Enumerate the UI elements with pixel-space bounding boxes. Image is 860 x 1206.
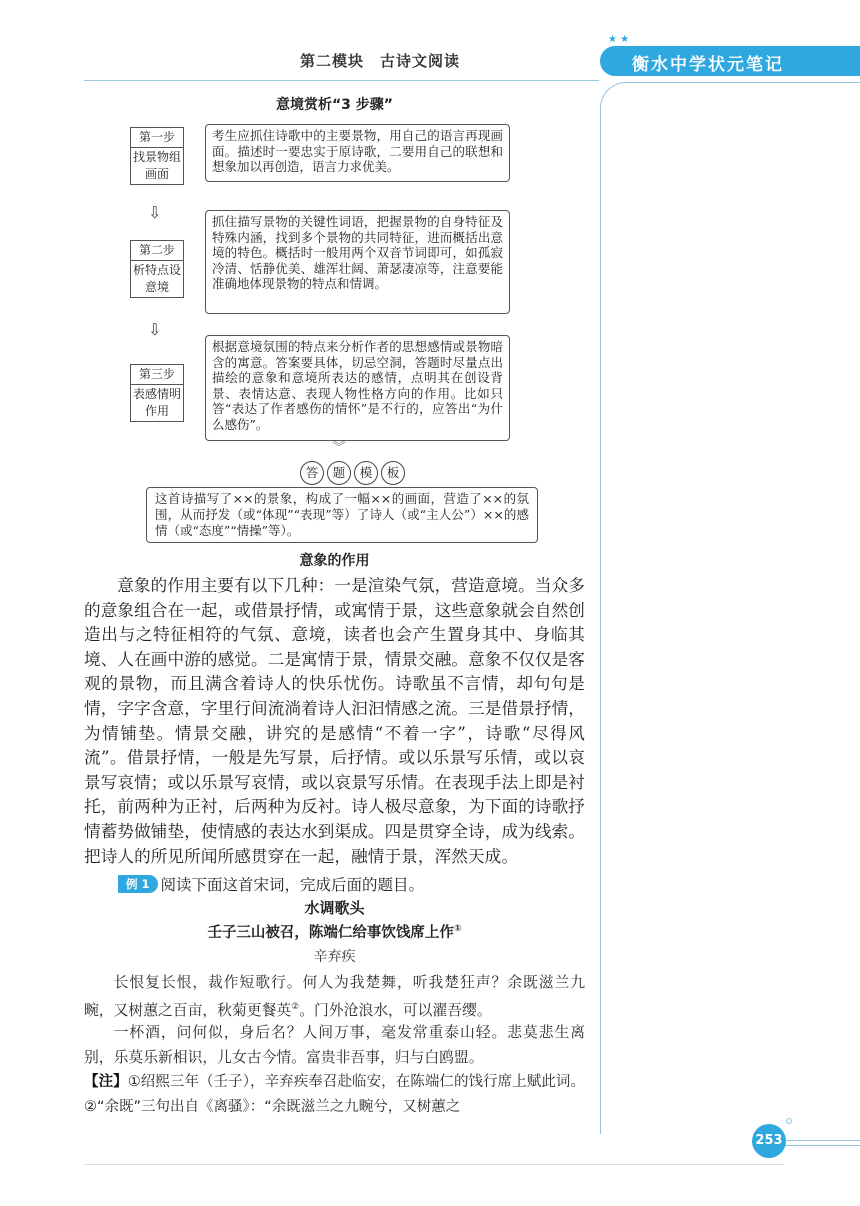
section-title-steps: 意境赏析“3 步骤” [275,97,394,113]
step-box-3 [130,364,184,422]
step-name: 表感情明作用 [133,387,182,418]
chevron-down-icon: ︾ [332,440,346,456]
footer-divider [84,1164,784,1165]
step-description-3: 根据意境氛围的特点来分析作者的思想感情或景物暗含的寓意。答案要具体，切忌空洞，答题时尽量点出描绘的意象和意境所表达的感情，点明其在创设背景、表情达意、表现人物性格方向的作用。比如只答“表达了作者感伤的情怀”是不行的，应答出“为什么感伤”。 [205,335,510,441]
template-char: 答 [300,461,324,485]
footer-rule [785,1145,860,1146]
section-title-imagery: 意象的作用 [299,553,370,569]
poem-stanza-2: 一杯酒，问何似，身后名？人间万事，毫发常重泰山轻。悲莫悲生离别，乐莫乐新相识，儿女古今情。富贵非吾事，归与白鸥盟。 [84,1024,585,1066]
poem-subtitle [84,921,585,942]
poem-title: 水调歌头 [304,899,365,917]
note-text: ①绍熙三年（壬子），辛弃疾奉召赴临安，在陈端仁的饯行席上赋此词。②“余既”三句出自《离骚》：“余既滋兰之九畹兮，又树蕙之 [84,1074,586,1115]
step-box-2 [130,240,184,298]
poem-notes [84,1070,585,1120]
page-number: 253 [752,1124,786,1158]
poem-subtitle-text: 壬子三山被召，陈端仁给事饮饯席上作 [207,925,454,941]
template-char: 题 [327,461,351,485]
stanza-text: 长恨复长恨，裁作短歌行。何人为我楚舞，听我楚狂声？余既滋兰九畹，又树蕙之百亩，秋菊更餐英 [84,974,585,1019]
answer-template-box: 这首诗描写了××的景象，构成了一幅××的画面，营造了××的氛围，从而抒发（或“体现”“表现”等）了诗人（或“主人公”）××的感情（或“态度”“情操”等）。 [146,487,538,543]
poem-stanza-1 [84,970,585,1023]
footnote-marker: ① [453,924,462,935]
template-char: 板 [381,461,405,485]
step-label: 第一步 [131,128,183,148]
footer-rule [785,1140,860,1141]
step-description-2: 抓住描写景物的关键性词语，把握景物的自身特征及特殊内涵，找到多个景物的共同特征，进而概括出意境的特色。概括时一般用两个双音节词即可，如孤寂冷清、恬静优美、雄浑壮阔、萧瑟凄凉等，注意要能准确地体现景物的特点和情调。 [205,210,510,314]
page-header-title: 第二模块 古诗文阅读 [299,52,460,70]
footnote-marker: ② [291,1002,300,1012]
step-label: 第二步 [131,241,183,261]
header-divider [84,80,599,81]
step-description-1: 考生应抓住诗歌中的主要景物，用自己的语言再现画面。描述时一要忠实于原诗歌，二要用自己的联想和想象加以再创造，语言力求优美。 [205,124,510,182]
note-label: 【注】 [84,1074,128,1090]
brand-stars-icon: ★ ★ [608,34,630,45]
notes-side-panel [600,82,860,1134]
stanza-text-end: 。门外沧浪水，可以濯吾缨。 [299,1001,492,1019]
arrow-down-icon: ⇩ [148,203,162,222]
example-prompt: 阅读下面这首宋词，完成后面的题目。 [160,876,425,894]
brand-banner: 衡水中学状元笔记 [600,46,860,76]
arrow-down-icon: ⇩ [148,320,162,339]
poem-author: 辛弃疾 [313,949,356,965]
step-box-1 [130,127,184,185]
template-char: 模 [354,461,378,485]
example-badge: 例 1 [118,875,158,893]
step-name: 找景物组画面 [133,150,182,181]
answer-template-label [300,461,405,485]
imagery-paragraph: 意象的作用主要有以下几种：一是渲染气氛，营造意境。当众多的意象组合在一起，或借景抒情，或寓情于景，这些意象就会自然创造出与之特征相符的气氛、意境，读者也会产生置身其中、身临其境、人在画中游的感觉。二是寓情于景，情景交融。意象不仅仅是客观的景物，而且满含着诗人的快乐忧伤。诗歌虽不言情，却句句是情，字字含意，字里行间流淌着诗人汩汩情感之流。三是借景抒情，为情铺垫。情景交融，讲究的是感情“不着一字”，诗歌“尽得风流”。借景抒情，一般是先写景，后抒情。或以乐景写乐情，或以哀景写哀情；或以乐景写哀情，或以哀景写乐情。在表现手法上即是衬托，前两种为正衬，后两种为反衬。诗人极尽意象，为下面的诗歌抒情蓄势做铺垫，使情感的表达水到渠成。四是贯穿全诗，成为线索。把诗人的所见所闻所感贯穿在一起，融情于景，浑然天成。 [84,576,585,866]
step-label: 第三步 [131,365,183,385]
page-deco-icon [786,1118,792,1124]
example-prompt-row [118,873,424,895]
step-name: 析特点设意境 [133,263,182,294]
